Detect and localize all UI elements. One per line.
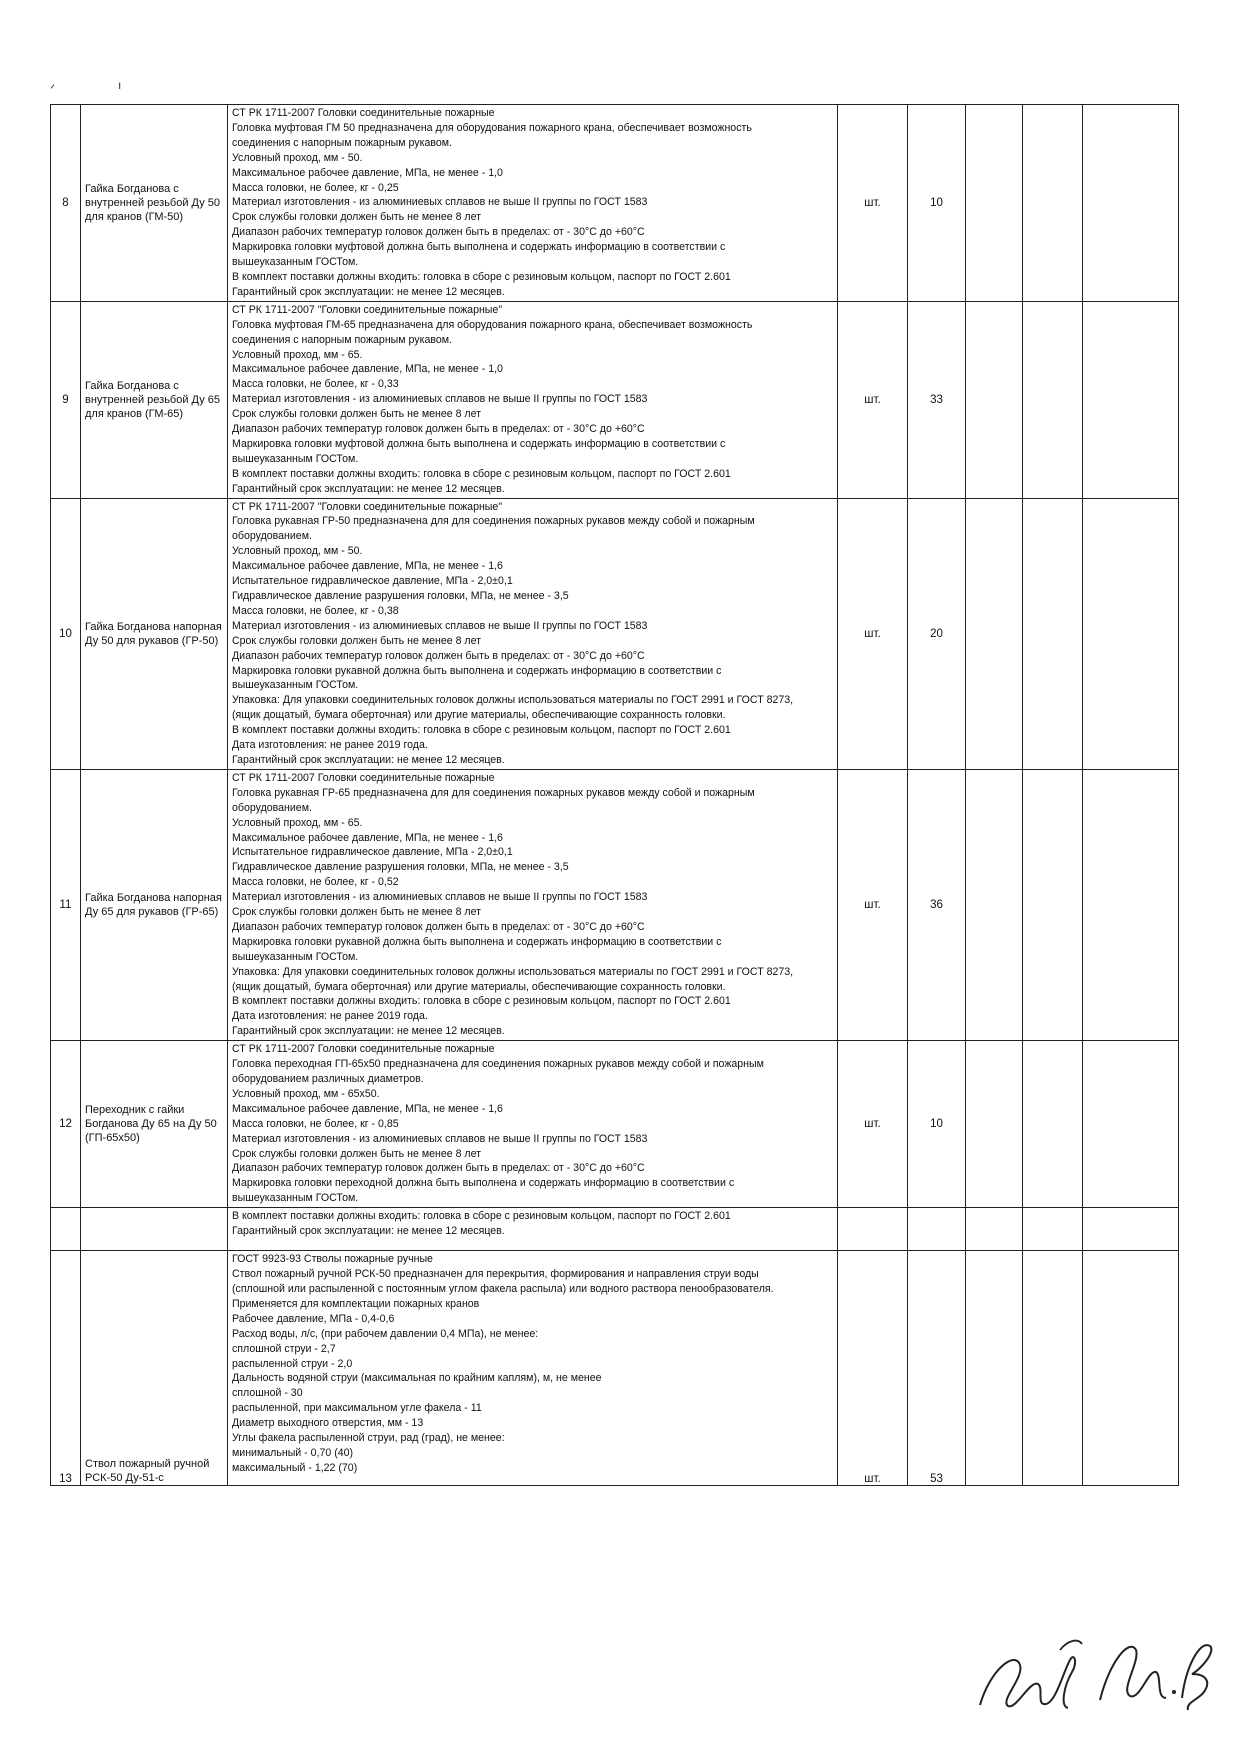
item-name: Переходник с гайки Богданова Ду 65 на Ду 50 (ГП-65х50) — [81, 1041, 228, 1208]
empty-cell — [966, 769, 1023, 1040]
quantity: 20 — [908, 498, 966, 769]
unit-of-measure: шт. — [838, 498, 908, 769]
item-specification: СТ РК 1711-2007 "Головки соединительные пожарные" Головка рукавная ГР-50 предназначена для для соединения пожарных рукавов между собой и пожарным оборудованием. Условный проход, мм - 50. Максимальное рабочее давление, МПа, не менее - 1,6 Испытательное гидравлическое давление, МПа - 2,0±0,1 Гидравлическое давление разрушения головки, МПа, не менее - 3,5 Масса головки, не более, кг - 0,38 Материал изготовления - из алюминиевых сплавов не выше II группы по ГОСТ 1583 Срок службы головки должен быть не менее 8 лет Диапазон рабочих температур головок должен быть в пределах: от - 30°С до +60°С Маркировка головки рукавной должна быть выполнена и содержать информацию в соответствии с вышеуказанным ГОСТом. Упаковка: Для упаковки соединительных головок должны использоваться материалы по ГОСТ 2991 и ГОСТ 8273, (ящик дощатый, бумага оберточная) или другие материалы, обеспечивающие сохранность головки. В комплект поставки должны входить: головка в сборе с резиновым кольцом, паспорт по ГОСТ 2.601 Дата изготовления: не ранее 2019 года. Гарантийный срок эксплуатации: не менее 12 месяцев. — [228, 498, 838, 769]
empty-cell — [1023, 1208, 1083, 1251]
empty-cell — [1023, 1251, 1083, 1486]
unit-of-measure: шт. — [838, 1041, 908, 1208]
table-row — [51, 769, 1179, 1040]
empty-cell — [1023, 301, 1083, 498]
empty-cell — [966, 301, 1023, 498]
unit-of-measure: шт. — [838, 769, 908, 1040]
item-name: Гайка Богданова напорная Ду 50 для рукавов (ГР-50) — [81, 498, 228, 769]
row-number: 11 — [51, 769, 81, 1040]
empty-cell — [1023, 769, 1083, 1040]
item-specification-continuation: В комплект поставки должны входить: головка в сборе с резиновым кольцом, паспорт по ГОСТ 2.601 Гарантийный срок эксплуатации: не менее 12 месяцев. — [228, 1208, 838, 1251]
empty-cell — [1083, 1041, 1179, 1208]
item-name: Гайка Богданова с внутренней резьбой Ду 50 для кранов (ГМ-50) — [81, 105, 228, 302]
item-specification: СТ РК 1711-2007 "Головки соединительные пожарные" Головка муфтовая ГМ-65 предназначена для оборудования пожарного крана, обеспечивает возможность соединения с напорным пожарным рукавом. Условный проход, мм - 65. Максимальное рабочее давление, МПа, не менее - 1,0 Масса головки, не более, кг - 0,33 Материал изготовления - из алюминиевых сплавов не выше II группы по ГОСТ 1583 Срок службы головки должен быть не менее 8 лет Диапазон рабочих температур головок должен быть в пределах: от - 30°С до +60°С Маркировка головки муфтовой должна быть выполнена и содержать информацию в соответствии с вышеуказанным ГОСТом. В комплект поставки должны входить: головка в сборе с резиновым кольцом, паспорт по ГОСТ 2.601 Гарантийный срок эксплуатации: не менее 12 месяцев. — [228, 301, 838, 498]
empty-cell — [1083, 1251, 1179, 1486]
empty-cell — [1083, 769, 1179, 1040]
unit-of-measure: шт. — [838, 1251, 908, 1486]
row-number: 12 — [51, 1041, 81, 1208]
empty-cell — [1083, 498, 1179, 769]
item-name: Ствол пожарный ручной РСК-50 Ду-51-с — [81, 1251, 228, 1486]
empty-cell — [1023, 1041, 1083, 1208]
table-row-continuation — [51, 1208, 1179, 1251]
empty-cell — [838, 1208, 908, 1251]
margin-mark: ᐟ — [50, 82, 56, 96]
row-number: 8 — [51, 105, 81, 302]
empty-cell — [1083, 105, 1179, 302]
empty-cell — [1083, 301, 1179, 498]
margin-mark: ı — [118, 78, 122, 92]
empty-cell — [966, 1041, 1023, 1208]
item-name: Гайка Богданова с внутренней резьбой Ду 65 для кранов (ГМ-65) — [81, 301, 228, 498]
handwritten-signature — [960, 1610, 1220, 1720]
empty-cell — [1023, 498, 1083, 769]
empty-cell — [966, 1208, 1023, 1251]
empty-cell — [51, 1208, 81, 1251]
row-number: 13 — [51, 1251, 81, 1486]
quantity: 36 — [908, 769, 966, 1040]
empty-cell — [1083, 1208, 1179, 1251]
empty-cell — [966, 1251, 1023, 1486]
row-number: 10 — [51, 498, 81, 769]
quantity: 53 — [908, 1251, 966, 1486]
item-specification: СТ РК 1711-2007 Головки соединительные пожарные Головка рукавная ГР-65 предназначена для для соединения пожарных рукавов между собой и пожарным оборудованием. Условный проход, мм - 65. Максимальное рабочее давление, МПа, не менее - 1,6 Испытательное гидравлическое давление, МПа - 2,0±0,1 Гидравлическое давление разрушения головки, МПа, не менее - 3,5 Масса головки, не более, кг - 0,52 Материал изготовления - из алюминиевых сплавов не выше II группы по ГОСТ 1583 Срок службы головки должен быть не менее 8 лет Диапазон рабочих температур головок должен быть в пределах: от - 30°С до +60°С Маркировка головки рукавной должна быть выполнена и содержать информацию в соответствии с вышеуказанным ГОСТом. Упаковка: Для упаковки соединительных головок должны использоваться материалы по ГОСТ 2991 и ГОСТ 8273, (ящик дощатый, бумага оберточная) или другие материалы, обеспечивающие сохранность головки. В комплект поставки должны входить: головка в сборе с резиновым кольцом, паспорт по ГОСТ 2.601 Дата изготовления: не ранее 2019 года. Гарантийный срок эксплуатации: не менее 12 месяцев. — [228, 769, 838, 1040]
table-row — [51, 301, 1179, 498]
item-specification: СТ РК 1711-2007 Головки соединительные пожарные Головка переходная ГП-65х50 предназначена для соединения пожарных рукавов между собой и пожарным оборудованием различных диаметров. Условный проход, мм - 65х50. Максимальное рабочее давление, МПа, не менее - 1,6 Масса головки, не более, кг - 0,85 Материал изготовления - из алюминиевых сплавов не выше II группы по ГОСТ 1583 Срок службы головки должен быть не менее 8 лет Диапазон рабочих температур головок должен быть в пределах: от - 30°С до +60°С Маркировка головки переходной должна быть выполнена и содержать информацию в соответствии с вышеуказанным ГОСТом. — [228, 1041, 838, 1208]
table-row — [51, 1251, 1179, 1486]
quantity: 10 — [908, 105, 966, 302]
quantity: 10 — [908, 1041, 966, 1208]
empty-cell — [81, 1208, 228, 1251]
item-specification: ГОСТ 9923-93 Стволы пожарные ручные Ствол пожарный ручной РСК-50 предназначен для перекрытия, формирования и направления струи воды (сплошной или распыленной с постоянным углом факела распыла) или водного раствора пенообразователя. Применяется для комплектации пожарных кранов Рабочее давление, МПа - 0,4-0,6 Расход воды, л/с, (при рабочем давлении 0,4 МПа), не менее: сплошной струи - 2,7 распыленной струи - 2,0 Дальность водяной струи (максимальная по крайним каплям), м, не менее сплошной - 30 распыленной, при максимальном угле факела - 11 Диаметр выходного отверстия, мм - 13 Углы факела распыленной струи, рад (град), не менее: минимальный - 0,70 (40) максимальный - 1,22 (70) — [228, 1251, 838, 1486]
table-row — [51, 1041, 1179, 1208]
quantity: 33 — [908, 301, 966, 498]
unit-of-measure: шт. — [838, 105, 908, 302]
empty-cell — [1023, 105, 1083, 302]
empty-cell — [908, 1208, 966, 1251]
unit-of-measure: шт. — [838, 301, 908, 498]
specification-table — [50, 104, 1179, 1486]
empty-cell — [966, 105, 1023, 302]
item-name: Гайка Богданова напорная Ду 65 для рукавов (ГР-65) — [81, 769, 228, 1040]
item-specification: СТ РК 1711-2007 Головки соединительные пожарные Головка муфтовая ГМ 50 предназначена для оборудования пожарного крана, обеспечивает возможность соединения с напорным пожарным рукавом. Условный проход, мм - 50. Максимальное рабочее давление, МПа, не менее - 1,0 Масса головки, не более, кг - 0,25 Материал изготовления - из алюминиевых сплавов не выше II группы по ГОСТ 1583 Срок службы головки должен быть не менее 8 лет Диапазон рабочих температур головок должен быть в пределах: от - 30°С до +60°С Маркировка головки муфтовой должна быть выполнена и содержать информацию в соответствии с вышеуказанным ГОСТом. В комплект поставки должны входить: головка в сборе с резиновым кольцом, паспорт по ГОСТ 2.601 Гарантийный срок эксплуатации: не менее 12 месяцев. — [228, 105, 838, 302]
table-row — [51, 105, 1179, 302]
row-number: 9 — [51, 301, 81, 498]
empty-cell — [966, 498, 1023, 769]
table-row — [51, 498, 1179, 769]
